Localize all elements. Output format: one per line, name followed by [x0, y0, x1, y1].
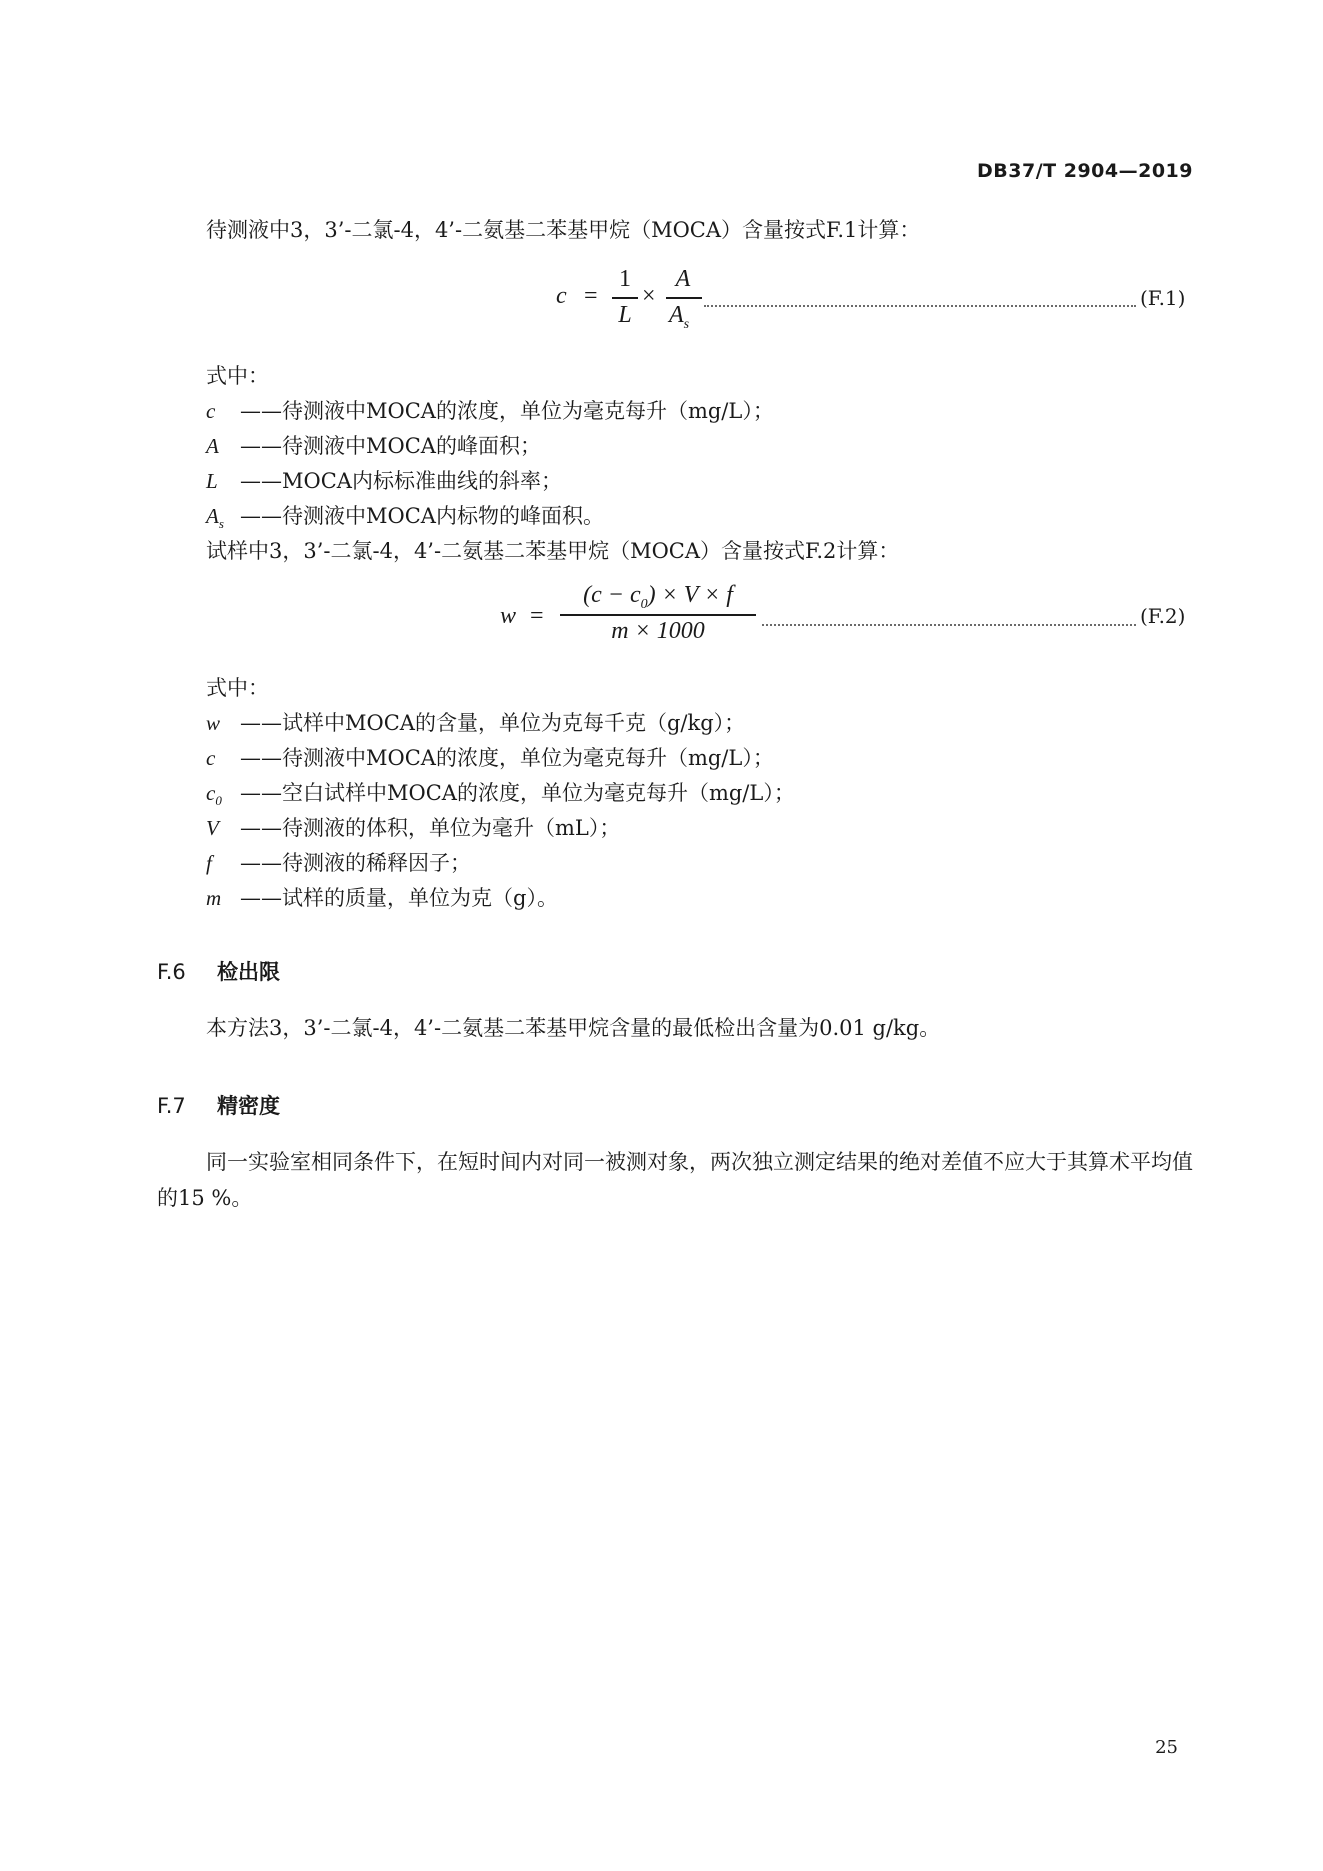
- f1-num1: 1: [619, 266, 631, 292]
- f2-equals: =: [530, 603, 544, 629]
- def-c0: $c_0$ ——空白试样中MOCA的浓度，单位为毫克每升（mg/L）；: [206, 781, 795, 809]
- f2-lhs: w: [500, 603, 517, 629]
- def-c2: c ——待测液中MOCA的浓度，单位为毫克每升（mg/L）；: [206, 746, 774, 770]
- f1-times: ×: [642, 283, 656, 309]
- f1-den1: L: [618, 302, 632, 328]
- def-w: w ——试样中MOCA的含量，单位为克每千克（g/kg）；: [206, 711, 746, 735]
- f2-denominator: m × 1000: [611, 618, 705, 644]
- f1-lhs: c: [556, 283, 567, 309]
- where-label-1: 式中：: [206, 364, 269, 388]
- f2-fraction-bar: [560, 614, 756, 616]
- f1-den2: $A_s$: [668, 302, 690, 332]
- f2-numerator: $(c - c_0) \times V \times f$: [583, 582, 733, 612]
- formula-f2: [0, 0, 1323, 660]
- where-label-2: 式中：: [206, 676, 269, 700]
- section-heading-f6: F.6 检出限: [157, 960, 280, 984]
- f1-num2: A: [675, 266, 691, 292]
- section-body-f7: 同一实验室相同条件下，在短时间内对同一被测对象，两次独立测定结果的绝对差值不应大于其算术平均值的15 %。: [157, 1150, 1193, 1210]
- def-L: L ——MOCA内标标准曲线的斜率；: [206, 469, 562, 493]
- def-As: $A_s$ ——待测液中MOCA内标物的峰面积。: [206, 504, 604, 532]
- document-code: DB37/T 2904—2019: [977, 160, 1193, 182]
- def-c: c ——待测液中MOCA的浓度，单位为毫克每升（mg/L）；: [206, 399, 774, 423]
- def-A: A ——待测液中MOCA的峰面积；: [206, 434, 541, 458]
- section-heading-f7: F.7 精密度: [157, 1094, 280, 1118]
- def-f: f ——待测液的稀释因子；: [206, 851, 471, 875]
- formula2-intro: 试样中3，3’-二氯-4，4’-二氨基二苯基甲烷（MOCA）含量按式F.2计算：: [206, 539, 900, 563]
- f1-label: (F.1): [1140, 286, 1186, 310]
- f1-equals: =: [584, 283, 598, 309]
- def-m: m ——试样的质量，单位为克（g）。: [206, 886, 558, 910]
- formula1-intro: 待测液中3，3’-二氯-4，4’-二氨基二苯基甲烷（MOCA）含量按式F.1计算：: [206, 218, 921, 242]
- page-number: 25: [1155, 1737, 1178, 1758]
- def-V: V ——待测液的体积，单位为毫升（mL）；: [206, 816, 621, 840]
- f2-label: (F.2): [1140, 604, 1186, 628]
- f2-leader-dots: [762, 624, 1136, 626]
- section-body-f6: 本方法3，3’-二氯-4，4’-二氨基二苯基甲烷含量的最低检出含量为0.01 g/kg。: [206, 1016, 941, 1040]
